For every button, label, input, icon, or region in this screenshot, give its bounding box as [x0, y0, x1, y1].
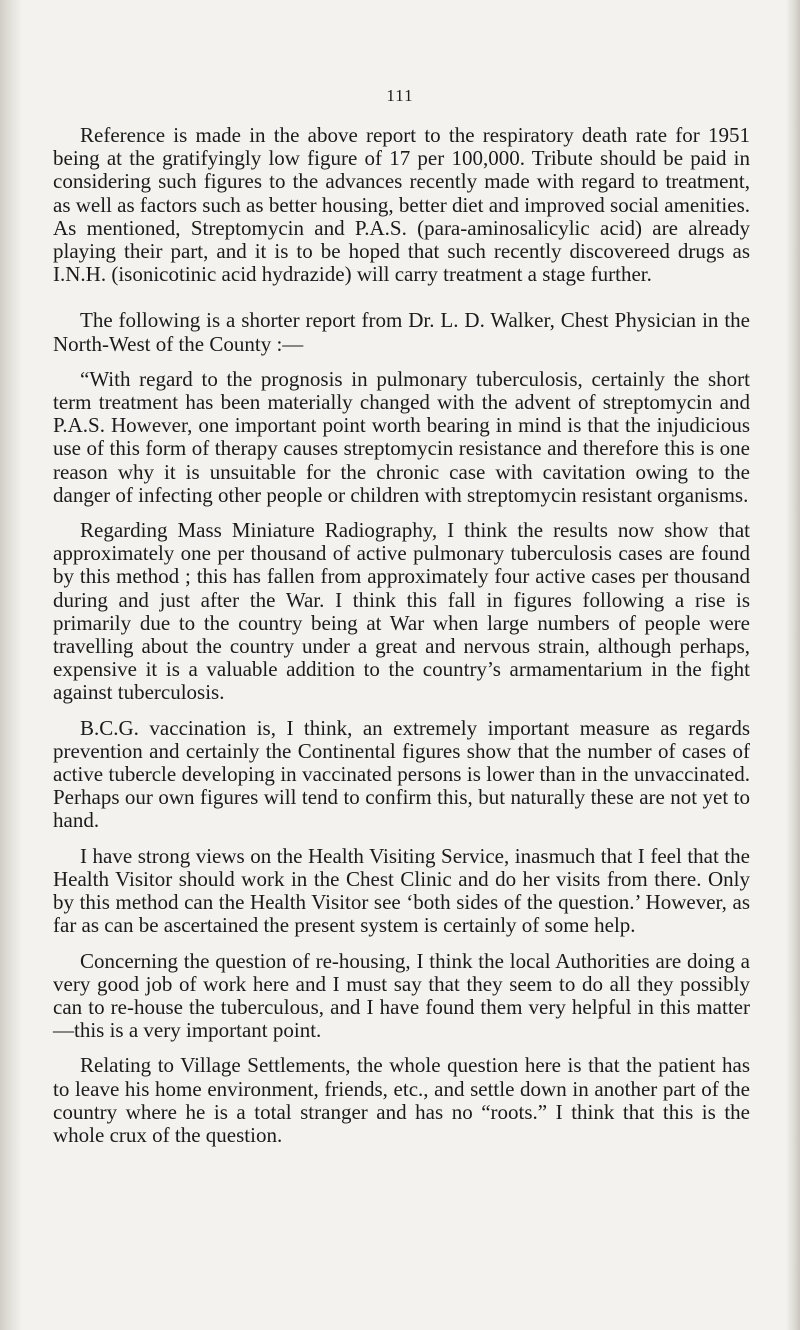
paragraph-re-housing: Concerning the question of re-housing, I think the local Authorities are doing a very good job of work here and I must say that they seem to do all they possibly can to re-house the tuberculous, and I have found them very helpful in this matter—this is a very important point. — [53, 948, 750, 1043]
paragraph-mass-radiography: Regarding Mass Miniature Radiography, I think the results now show that approximately one per thousand of active pulmonary tuberculosis cases are found by this method ; this has fallen from approximately four active cases per thousand during and just after the War. I think this fall in figures following a rise is primarily due to the country being at War when large numbers of people were travelling about the country under a great and nervous strain, although perhaps, expensive it is a valuable addition to the country’s armamentarium in the fight against tuberculosis. — [53, 518, 750, 705]
body-text — [53, 124, 750, 1147]
binding-shadow — [0, 0, 22, 1330]
paragraph-village-settlements: Relating to Village Settlements, the whole question here is that the patient has to leave his home environment, friends, etc., and settle down in another part of the country where he is a total stranger and has no “roots.” I think that this is the whole crux of the question. — [53, 1053, 750, 1147]
paragraph-health-visiting: I have strong views on the Health Visiting Service, inasmuch that I feel that the Health Visitor should work in the Chest Clinic and do her visits from there. Only by this method can the Health Visitor see ‘both sides of the question.’ However, as far as can be ascertained the present system is certainly of some help. — [53, 843, 750, 938]
page-edge — [786, 0, 800, 1330]
paragraph-report-intro: The following is a shorter report from Dr. L. D. Walker, Chest Physician in the North-West of the County :— — [53, 308, 750, 356]
paragraph-bcg-vaccination: B.C.G. vaccination is, I think, an extremely important measure as regards prevention and certainly the Continental figures show that the number of cases of active tubercle developing in vaccinated persons is lower than in the unvaccinated. Perhaps our own figures will tend to confirm this, but naturally these are not yet to hand. — [53, 715, 750, 833]
page-number: 111 — [386, 86, 414, 105]
paragraph-respiratory-death-rate: Reference is made in the above report to the respiratory death rate for 1951 being at the gratifyingly low figure of 17 per 100,000. Tribute should be paid in considering such figures to the advances recently made with regard to treatment, as well as factors such as better housing, better diet and improved social amenities. As mentioned, Streptomycin and P.A.S. (para-aminosalicylic acid) are already playing their part, and it is to be hoped that such recently discovereed drugs as I.N.H. (isonicotinic acid hydrazide) will carry treatment a stage further. — [53, 123, 750, 287]
paragraph-prognosis: “With regard to the prognosis in pulmonary tuberculosis, certainly the short term treatment has been materially changed with the advent of streptomycin and P.A.S. However, one important point worth bearing in mind is that the injudicious use of this form of therapy causes streptomycin resistance and therefore this is one reason why it is unsuitable for the chronic case with cavitation owing to the danger of infecting other people or children with streptomycin resistant organisms. — [53, 366, 750, 507]
